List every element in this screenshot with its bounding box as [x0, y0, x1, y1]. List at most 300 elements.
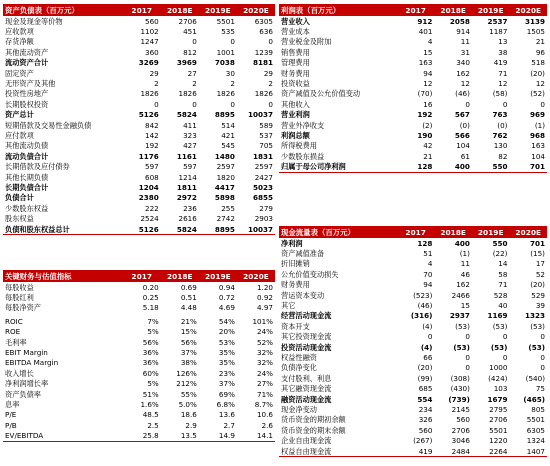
row-value: 51% [142, 389, 159, 399]
row-value: (53) [530, 321, 545, 331]
row-value: 38 [498, 47, 508, 57]
row-value: 1161 [176, 151, 197, 161]
table-row [3, 58, 275, 68]
row-value: 0 [540, 363, 545, 373]
table-row [279, 89, 547, 99]
table-row [3, 224, 275, 235]
row-label: P/B [5, 420, 17, 430]
row-value: 103 [493, 384, 508, 394]
row-value: 12 [498, 79, 508, 89]
row-value: 3969 [176, 58, 197, 68]
row-value: 1247 [140, 37, 159, 47]
table-row [279, 269, 547, 279]
row-value: 18.6 [180, 410, 197, 420]
row-value: (20) [417, 363, 433, 373]
row-value: 163 [531, 141, 545, 151]
row-value: (20) [530, 280, 545, 290]
row-label: 每股收益 [5, 282, 34, 292]
table-row [279, 373, 547, 383]
row-label: 长期负债合计 [5, 182, 49, 192]
row-value: 104 [456, 141, 470, 151]
row-label: 其他流动负债 [5, 141, 49, 151]
row-value: 5126 [123, 224, 161, 235]
row-value: 2.9 [185, 420, 197, 430]
row-value: (53) [490, 342, 508, 352]
row-label: ROE [5, 327, 21, 337]
row-value: (53) [453, 342, 470, 352]
row-value: 0 [465, 352, 470, 362]
row-value: 1.6% [140, 399, 159, 409]
row-value: 142 [145, 130, 159, 140]
year-header: 2017 [123, 270, 161, 282]
year-header: 2017 [397, 226, 435, 238]
row-value: 2.6 [261, 420, 273, 430]
table-row [3, 172, 275, 182]
row-value: (465) [523, 394, 545, 404]
row-value: 15% [180, 327, 197, 337]
row-label: 应付款项 [5, 130, 34, 140]
table-row [279, 352, 547, 362]
table-row [279, 47, 547, 57]
row-value: 2537 [487, 16, 508, 26]
row-label: 存货净额 [5, 37, 34, 47]
row-value: 762 [492, 130, 508, 140]
row-value: 0.51 [180, 293, 197, 303]
row-value: 2.7 [223, 420, 235, 430]
row-value: 70 [423, 269, 433, 279]
row-value: (15) [530, 249, 545, 259]
row-value: 5023 [252, 182, 273, 192]
row-value: 705 [259, 141, 273, 151]
row-value: 550 [472, 161, 510, 172]
row-value: 0.72 [218, 293, 235, 303]
year-header: 2018E [434, 226, 472, 238]
row-value: 537 [259, 130, 273, 140]
table-header-row [279, 4, 547, 16]
table-row [279, 58, 547, 68]
row-label: 短期借款及交易性金融负债 [5, 120, 92, 130]
table-row [279, 435, 547, 445]
table-title: 现金流量表（百万元） [279, 226, 397, 238]
row-label: 支付股利、利息 [281, 373, 332, 383]
row-label: 资产减值准备 [281, 249, 325, 259]
table-row [3, 430, 275, 441]
year-header: 2019E [472, 4, 510, 16]
row-value: 0 [502, 332, 508, 342]
row-value: 2466 [451, 290, 470, 300]
row-value: 96 [535, 47, 545, 57]
row-value: 39 [535, 301, 545, 311]
row-label: 管理费用 [281, 58, 310, 68]
row-label: 资产减值及公允价值变动 [281, 89, 361, 99]
row-value: (2) [422, 120, 433, 130]
row-label: EBITDA Margin [5, 358, 59, 368]
row-value: 94 [423, 68, 433, 78]
row-label: 投资活动现金流 [281, 342, 332, 352]
row-label: 负债和股东权益总计 [3, 224, 123, 235]
row-label: 归属于母公司净利润 [279, 161, 397, 172]
row-value: 71 [498, 280, 508, 290]
row-value: 969 [529, 110, 545, 120]
row-label: 其它融资现金流 [281, 384, 332, 394]
row-value: 94 [423, 280, 433, 290]
row-value: 0 [154, 99, 159, 109]
table-row [3, 47, 275, 57]
row-label: 应收款项 [5, 27, 34, 37]
row-value: 2264 [472, 446, 510, 457]
row-value: 0 [465, 363, 470, 373]
table-row [3, 399, 275, 409]
row-value: 2524 [140, 214, 159, 224]
row-value: 10037 [237, 224, 275, 235]
row-value: 3046 [451, 436, 470, 446]
row-value: 2427 [254, 172, 273, 182]
table-row [3, 303, 275, 313]
row-value: 535 [221, 27, 235, 37]
row-value: 5% [147, 327, 159, 337]
table-row [3, 358, 275, 368]
row-value: 222 [145, 203, 159, 213]
row-value: 567 [454, 110, 470, 120]
row-label: 财务费用 [281, 68, 310, 78]
row-value: (4) [422, 321, 433, 331]
row-label: 资产负债率 [5, 389, 41, 399]
row-label: 负债净变化 [281, 363, 317, 373]
table-row [279, 78, 547, 88]
row-value: 75 [535, 384, 545, 394]
row-value: 912 [417, 16, 433, 26]
row-label: 收入增长 [5, 368, 34, 378]
row-value: 1505 [526, 27, 545, 37]
row-value: 25.8 [123, 430, 161, 441]
row-value: 42 [423, 141, 433, 151]
row-value: 2706 [178, 16, 197, 26]
row-value: 20% [218, 327, 235, 337]
row-label: 长期股权投资 [5, 99, 49, 109]
row-value: (52) [530, 89, 545, 99]
row-value: 58 [498, 269, 508, 279]
row-value: (308) [450, 373, 470, 383]
row-value: (523) [413, 290, 433, 300]
row-value: 0 [268, 99, 273, 109]
year-header: 2020E [237, 4, 275, 16]
row-value: 1826 [254, 89, 273, 99]
row-value: 4.69 [218, 303, 235, 313]
row-value: 2484 [434, 446, 472, 457]
table-row [3, 292, 275, 302]
row-value: (99) [417, 373, 433, 383]
table-row [3, 410, 275, 420]
row-value: 1826 [140, 89, 159, 99]
table-row [3, 78, 275, 88]
row-value: 6305 [254, 16, 273, 26]
year-header: 2018E [161, 270, 199, 282]
row-value: 0 [540, 332, 545, 342]
row-value: 550 [492, 238, 508, 248]
row-value: 6855 [252, 193, 273, 203]
row-value: 36% [142, 348, 159, 358]
row-value: 163 [418, 58, 433, 68]
row-value: 192 [417, 110, 433, 120]
row-value: 518 [531, 58, 545, 68]
row-value: 1220 [489, 436, 508, 446]
row-value: 401 [418, 27, 433, 37]
row-label: 固定资产 [5, 68, 34, 78]
table-row [279, 383, 547, 393]
table-title: 资产负债表（百万元） [3, 4, 123, 16]
row-value: 12 [460, 79, 470, 89]
row-value: (46) [455, 89, 470, 99]
row-value: 35% [218, 348, 235, 358]
table-row [3, 89, 275, 99]
key-ratios-panel [3, 270, 275, 442]
row-value: 419 [397, 446, 435, 457]
row-value: 53% [218, 337, 235, 347]
row-value: 2 [268, 79, 273, 89]
row-label: ROIC [5, 316, 23, 326]
row-value: 5824 [176, 110, 197, 120]
row-value: 400 [434, 161, 472, 172]
row-label: 现金净变动 [281, 404, 317, 414]
table-row [279, 425, 547, 435]
table-row [3, 389, 275, 399]
table-row [279, 300, 547, 310]
row-value: 56% [142, 337, 159, 347]
row-value: 554 [417, 394, 433, 404]
row-value: 8895 [199, 224, 237, 235]
row-value: 32% [257, 348, 273, 358]
row-value: 2597 [216, 162, 235, 172]
table-row [3, 130, 275, 140]
row-value: 0 [540, 99, 545, 109]
row-value: 2380 [138, 193, 159, 203]
row-value: 0 [427, 332, 433, 342]
row-value: 1102 [140, 27, 159, 37]
row-value: (22) [492, 249, 508, 259]
row-value: 69% [218, 389, 235, 399]
row-label: 营业成本 [281, 27, 310, 37]
row-value: 60% [142, 368, 159, 378]
row-value: 61 [460, 151, 470, 161]
row-value: 0 [540, 352, 545, 362]
row-label: 流动资产合计 [5, 58, 49, 68]
table-row [279, 363, 547, 373]
table-row [3, 182, 275, 192]
row-value: 0.20 [142, 282, 159, 292]
row-label: EV/EBITDA [3, 430, 123, 441]
row-value: 5501 [216, 16, 235, 26]
row-value: 2 [154, 79, 159, 89]
row-value: 427 [183, 141, 197, 151]
row-label: 每股红利 [5, 293, 34, 303]
row-value: 126% [176, 368, 197, 378]
table-row [279, 68, 547, 78]
row-value: 419 [493, 58, 508, 68]
row-value: 11 [460, 37, 470, 47]
table-header-row [3, 270, 275, 282]
table-row [279, 332, 547, 342]
row-value: 14.1 [237, 430, 275, 441]
row-label: 少数股东权益 [5, 203, 49, 213]
cash-flow-table [279, 226, 547, 457]
row-value: 5501 [489, 425, 508, 435]
row-value: 29 [263, 68, 273, 78]
table-row [3, 379, 275, 389]
row-label: 权益自由现金流 [279, 446, 397, 457]
row-label: 营业税金及附加 [281, 37, 332, 47]
table-row [3, 193, 275, 203]
table-row [279, 290, 547, 300]
table-row [279, 110, 547, 120]
table-row [3, 151, 275, 161]
year-header: 2017 [397, 4, 435, 16]
table-row [279, 259, 547, 269]
row-value: 255 [221, 203, 235, 213]
row-label: 营业收入 [281, 16, 310, 26]
row-label: 资本开支 [281, 321, 310, 331]
row-value: 27 [187, 68, 197, 78]
table-row [279, 446, 547, 457]
table-row [279, 280, 547, 290]
row-label: 财务费用 [281, 280, 310, 290]
row-value: 162 [456, 68, 470, 78]
row-value: 32% [257, 358, 273, 368]
row-value: 3139 [524, 16, 545, 26]
cash-flow-panel [279, 226, 547, 457]
row-label: 其它 [281, 301, 296, 311]
row-value: 37% [218, 379, 235, 389]
row-value: 46 [460, 269, 470, 279]
row-value: 130 [493, 141, 508, 151]
table-row [3, 161, 275, 171]
balance-sheet-panel [3, 4, 275, 235]
row-value: 5126 [138, 110, 159, 120]
row-value: 192 [145, 141, 159, 151]
row-label: 经营活动现金流 [281, 311, 332, 321]
table-row [3, 120, 275, 130]
table-row [279, 415, 547, 425]
row-value: 701 [529, 238, 545, 248]
row-value: 279 [259, 203, 273, 213]
row-value: 340 [456, 58, 470, 68]
row-value: 685 [418, 384, 433, 394]
table-row [3, 420, 275, 430]
row-value: 701 [509, 161, 547, 172]
row-value: 1001 [216, 47, 235, 57]
row-value: 82 [498, 151, 508, 161]
row-value: 234 [418, 404, 433, 414]
row-value: 10.6 [256, 410, 273, 420]
year-header: 2020E [509, 4, 547, 16]
row-label: 投资收益 [281, 79, 310, 89]
row-value: 162 [456, 280, 470, 290]
table-title: 利润表（百万元） [279, 4, 397, 16]
year-header: 2018E [161, 4, 199, 16]
row-value: 30 [225, 68, 235, 78]
row-value: 1214 [178, 172, 197, 182]
row-value: 128 [397, 161, 435, 172]
table-row [3, 337, 275, 347]
row-value: 1323 [524, 311, 545, 321]
row-value: 1826 [216, 89, 235, 99]
row-value: 212% [176, 379, 197, 389]
row-value: 12 [423, 79, 433, 89]
row-value: (540) [525, 373, 545, 383]
table-row [279, 130, 547, 140]
row-value: 4417 [214, 182, 235, 192]
row-value: 56% [180, 337, 197, 347]
row-value: (267) [413, 436, 433, 446]
row-value: 2597 [254, 162, 273, 172]
table-row [279, 404, 547, 414]
row-label: 营业外净收支 [281, 120, 325, 130]
row-value: (58) [492, 89, 508, 99]
row-label: 折旧摊销 [281, 259, 310, 269]
row-value: 5898 [214, 193, 235, 203]
table-row [279, 321, 547, 331]
row-label: 每股净资产 [5, 303, 41, 313]
table-row [279, 141, 547, 151]
row-value: 104 [531, 151, 545, 161]
row-value: 190 [417, 130, 433, 140]
row-value: 14 [498, 259, 508, 269]
row-value: 589 [259, 120, 273, 130]
row-value: 29 [149, 68, 159, 78]
row-value: 4.48 [180, 303, 197, 313]
table-row [279, 248, 547, 258]
row-label: 营业利润 [281, 110, 310, 120]
row-value: 2795 [489, 404, 508, 414]
row-label: 其它投资现金流 [281, 332, 332, 342]
row-value: 5.0% [178, 399, 197, 409]
row-value: 0.69 [180, 282, 197, 292]
row-value: 4.97 [256, 303, 273, 313]
row-value: 1204 [138, 182, 159, 192]
row-value: 7% [147, 316, 159, 326]
row-value: 52% [257, 337, 273, 347]
row-value: 5.18 [142, 303, 159, 313]
row-value: 560 [456, 415, 470, 425]
row-value: 21 [423, 151, 433, 161]
row-label: 长期借款及应付债券 [5, 162, 70, 172]
row-value: 2937 [449, 311, 470, 321]
row-value: 0 [230, 99, 235, 109]
row-value: (1) [459, 249, 470, 259]
row-label: EBIT Margin [5, 348, 48, 358]
income-statement-table [279, 4, 547, 173]
table-row [279, 394, 547, 404]
year-header: 2019E [199, 270, 237, 282]
row-label: 息率 [5, 399, 20, 409]
row-value: 11 [460, 259, 470, 269]
row-value: 8181 [252, 58, 273, 68]
row-value: 545 [221, 141, 235, 151]
row-value: 597 [145, 162, 159, 172]
key-ratios-table [3, 270, 275, 442]
row-value: 27% [257, 379, 273, 389]
row-value: 2145 [451, 404, 470, 414]
row-value: 6305 [526, 425, 545, 435]
row-value: (316) [410, 311, 433, 321]
row-value: 0 [465, 332, 470, 342]
table-row [3, 203, 275, 213]
row-value: 8.7% [254, 399, 273, 409]
row-value: 0 [268, 37, 273, 47]
row-value: 14.9 [199, 430, 237, 441]
row-value: 0 [230, 37, 235, 47]
row-value: 566 [454, 130, 470, 140]
row-value: (1) [534, 120, 545, 130]
